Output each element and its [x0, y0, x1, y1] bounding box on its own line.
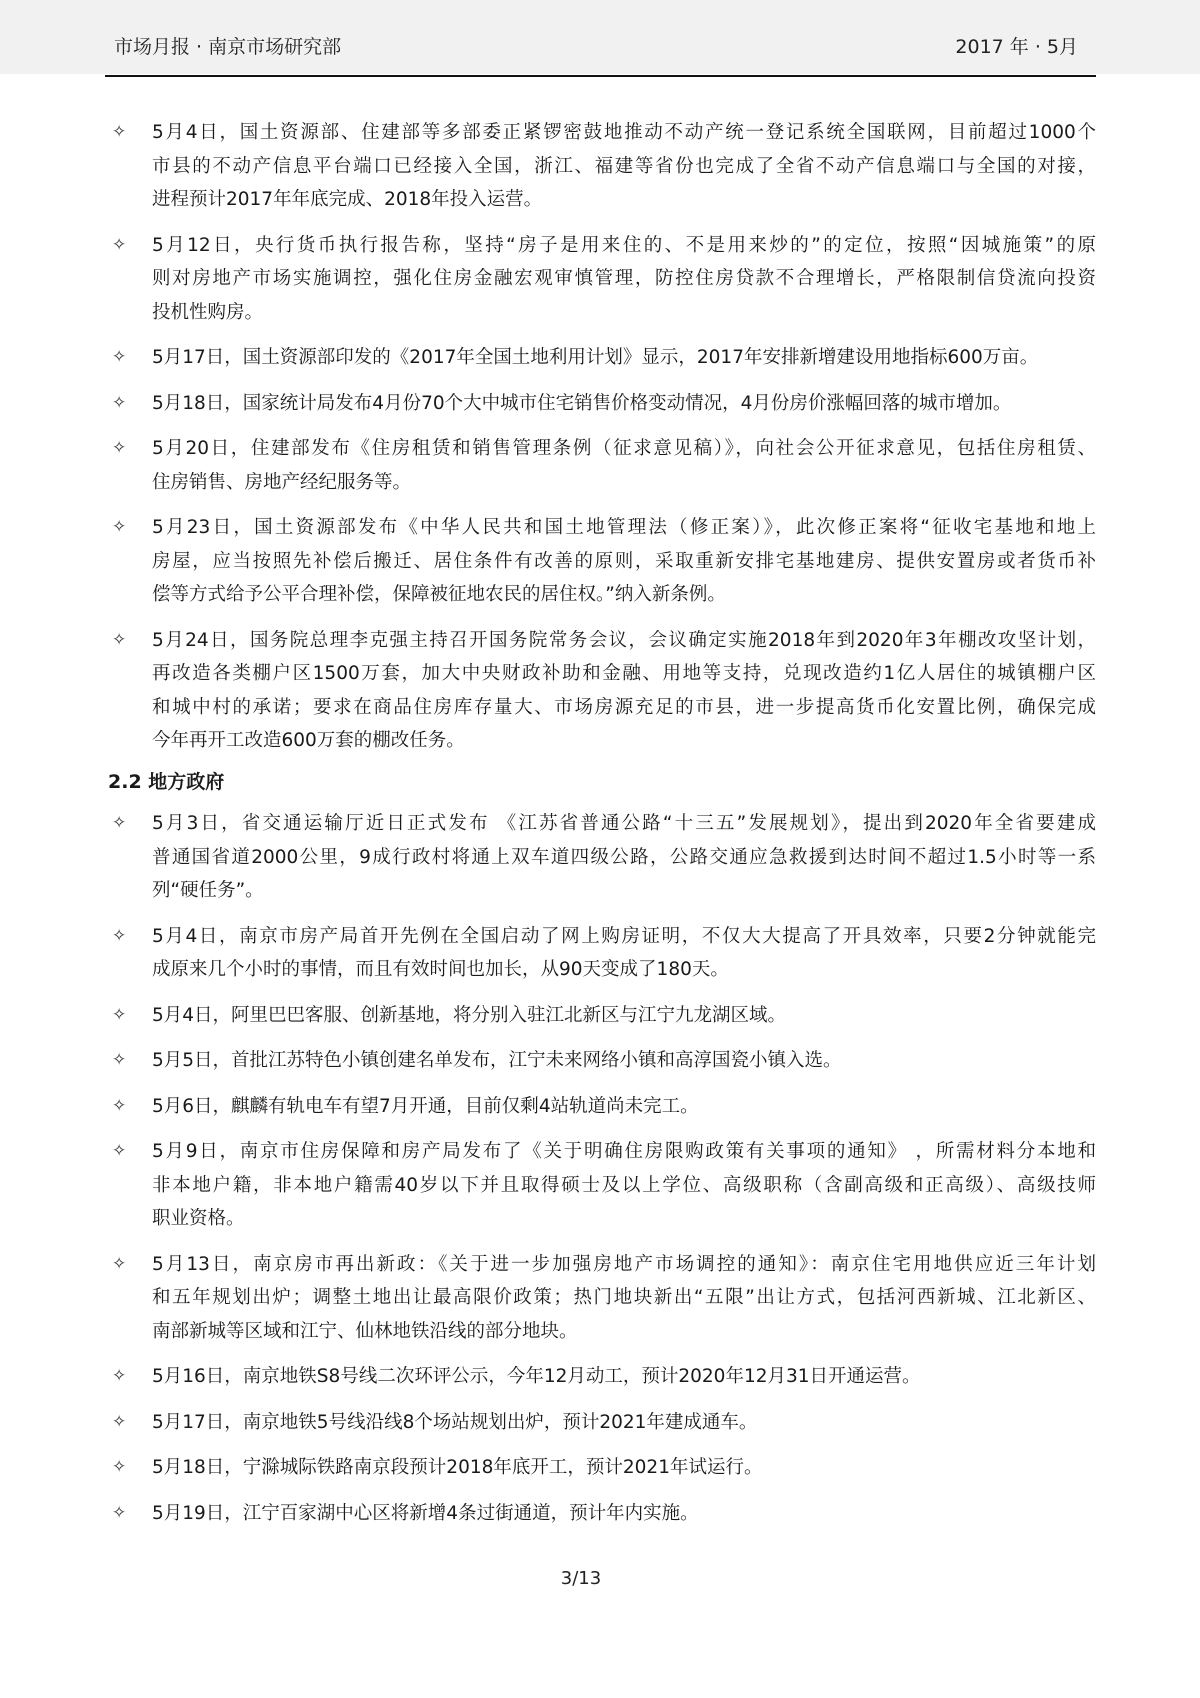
list-item	[105, 511, 1096, 612]
list-item-text-line: 列“硬任务”。	[152, 880, 264, 901]
list-item	[105, 432, 1096, 499]
diamond-bullet-icon: ✧	[112, 629, 127, 650]
list-item-text-line: 5月17日，国土资源部印发的《2017年全国土地利用计划》显示，2017年安排新增建设用地指标600万亩。	[152, 347, 1039, 368]
list-item	[105, 1451, 1096, 1485]
list-item	[105, 341, 1096, 375]
section-heading: 2.2 地方政府	[108, 770, 225, 793]
list-item-text-line: 5月4日，南京市房产局首开先例在全国启动了网上购房证明，不仅大大提高了开具效率，只要2分钟就能完	[152, 925, 1096, 947]
list-item	[105, 1248, 1096, 1349]
diamond-bullet-icon: ✧	[112, 1502, 127, 1523]
list-item	[105, 1044, 1096, 1078]
list-item-text-line: 5月18日，宁滁城际铁路南京段预计2018年底开工，预计2021年试运行。	[152, 1457, 763, 1478]
list-item	[105, 624, 1096, 758]
list-item-text-line: 再改造各类棚户区1500万套，加大中央财政补助和金融、用地等支持，兑现改造约1亿人居住的城镇棚户区	[152, 663, 1096, 684]
list-item-text-line: 5月4日，国土资源部、住建部等多部委正紧锣密鼓地推动不动产统一登记系统全国联网，目前超过1000个	[152, 122, 1096, 143]
list-item-text-line: 房屋，应当按照先补偿后搬迁、居住条件有改善的原则，采取重新安排宅基地建房、提供安置房或者货币补	[152, 550, 1096, 572]
list-item-text-line: 投机性购房。	[152, 301, 264, 323]
diamond-bullet-icon: ✧	[112, 1457, 127, 1477]
page-header	[0, 0, 1200, 74]
list-item-text-line: 和城中村的承诺；要求在商品住房库存量大、市场房源充足的市县，进一步提高货币化安置比例，确保完成	[152, 696, 1096, 718]
list-item-text-line: 5月9日，南京市住房保障和房产局发布了《关于明确住房限购政策有关事项的通知》 ，所需材料分本地和	[152, 1141, 1096, 1162]
list-item	[105, 920, 1096, 987]
list-item-text-line: 则对房地产市场实施调控，强化住房金融宏观审慎管理，防控住房贷款不合理增长，严格限制信贷流向投资	[152, 268, 1096, 289]
list-item	[105, 116, 1096, 217]
diamond-bullet-icon: ✧	[112, 1050, 127, 1070]
list-item-text-line: 5月23日，国土资源部发布《中华人民共和国土地管理法（修正案）》，此次修正案将“征收宅基地和地上	[152, 517, 1096, 538]
diamond-bullet-icon: ✧	[112, 813, 127, 833]
list-item-text-line: 5月16日，南京地铁S8号线二次环评公示，今年12月动工，预计2020年12月31日开通运营。	[152, 1366, 921, 1387]
list-item-text-line: 5月3日，省交通运输厅近日正式发布 《江苏省普通公路“十三五”发展规划》，提出到2020年全省要建成	[152, 813, 1096, 834]
diamond-bullet-icon: ✧	[112, 1004, 127, 1025]
list-item	[105, 229, 1096, 330]
list-item-text-line: 5月19日，江宁百家湖中心区将新增4条过街通道，预计年内实施。	[152, 1502, 699, 1524]
list-item-text-line: 5月5日，首批江苏特色小镇创建名单发布，江宁未来网络小镇和高淳国瓷小镇入选。	[152, 1050, 842, 1071]
list-item-text-line: 非本地户籍，非本地户籍需40岁以下并且取得硕士及以上学位、高级职称（含副高级和正高级）、高级技师	[152, 1174, 1096, 1196]
list-item-text-line: 5月24日，国务院总理李克强主持召开国务院常务会议，会议确定实施2018年到2020年3年棚改攻坚计划，	[152, 629, 1096, 651]
diamond-bullet-icon: ✧	[112, 1253, 127, 1274]
list-item-text-line: 职业资格。	[152, 1208, 245, 1229]
report-date: 2017 年 · 5月	[955, 36, 1078, 58]
diamond-bullet-icon: ✧	[112, 1141, 127, 1161]
header-divider	[105, 75, 1096, 77]
list-item-text-line: 住房销售、房地产经纪服务等。	[152, 471, 412, 493]
list-item-text-line: 5月4日，阿里巴巴客服、创新基地，将分别入驻江北新区与江宁九龙湖区域。	[152, 1004, 787, 1026]
list-item-text-line: 偿等方式给予公平合理补偿，保障被征地农民的居住权。”纳入新条例。	[152, 584, 726, 605]
report-title: 市场月报 · 南京市场研究部	[114, 36, 342, 58]
list-item	[105, 999, 1096, 1033]
list-item-text-line: 5月12日，央行货币执行报告称，坚持“房子是用来住的、不是用来炒的”的定位，按照“因城施策”的原	[152, 234, 1096, 256]
document-body	[105, 116, 1096, 1542]
page-number: 3/13	[560, 1568, 602, 1589]
list-item	[105, 1406, 1096, 1440]
diamond-bullet-icon: ✧	[112, 1366, 127, 1386]
diamond-bullet-icon: ✧	[112, 347, 127, 367]
list-item-text-line: 南部新城等区域和江宁、仙林地铁沿线的部分地块。	[152, 1320, 578, 1342]
list-item-text-line: 5月6日，麒麟有轨电车有望7月开通，目前仅剩4站轨道尚未完工。	[152, 1095, 699, 1117]
list-item	[105, 1497, 1096, 1531]
diamond-bullet-icon: ✧	[112, 392, 127, 413]
list-item-text-line: 今年再开工改造600万套的棚改任务。	[152, 730, 465, 751]
list-item-text-line: 和五年规划出炉；调整土地出让最高限价政策；热门地块新出“五限”出让方式，包括河西新城、江北新区、	[152, 1287, 1096, 1308]
diamond-bullet-icon: ✧	[112, 517, 127, 537]
list-item	[105, 1360, 1096, 1394]
list-item	[105, 807, 1096, 908]
diamond-bullet-icon: ✧	[112, 925, 127, 946]
list-item-text-line: 5月20日，住建部发布《住房租赁和销售管理条例（征求意见稿）》，向社会公开征求意见，包括住房租赁、	[152, 438, 1096, 459]
diamond-bullet-icon: ✧	[112, 438, 127, 458]
diamond-bullet-icon: ✧	[112, 1411, 127, 1432]
diamond-bullet-icon: ✧	[112, 234, 127, 255]
list-item-text-line: 5月18日，国家统计局发布4月份70个大中城市住宅销售价格变动情况，4月份房价涨幅回落的城市增加。	[152, 392, 1012, 414]
list-item-text-line: 5月13日，南京房市再出新政：《关于进一步加强房地产市场调控的通知》：南京住宅用地供应近三年计划	[152, 1253, 1096, 1275]
list-item-text-line: 5月17日，南京地铁5号线沿线8个场站规划出炉，预计2021年建成通车。	[152, 1411, 758, 1433]
list-item-text-line: 成原来几个小时的事情，而且有效时间也加长，从90天变成了180天。	[152, 959, 729, 980]
list-item	[105, 387, 1096, 421]
list-item	[105, 1135, 1096, 1236]
list-item-text-line: 普通国省道2000公里，9成行政村将通上双车道四级公路，公路交通应急救援到达时间不超过1.5小时等一系	[152, 846, 1096, 868]
list-item-text-line: 市县的不动产信息平台端口已经接入全国，浙江、福建等省份也完成了全省不动产信息端口与全国的对接，	[152, 155, 1096, 177]
diamond-bullet-icon: ✧	[112, 1095, 127, 1116]
list-item	[105, 1090, 1096, 1124]
list-item-text-line: 进程预计2017年年底完成、2018年投入运营。	[152, 189, 543, 210]
diamond-bullet-icon: ✧	[112, 122, 127, 142]
